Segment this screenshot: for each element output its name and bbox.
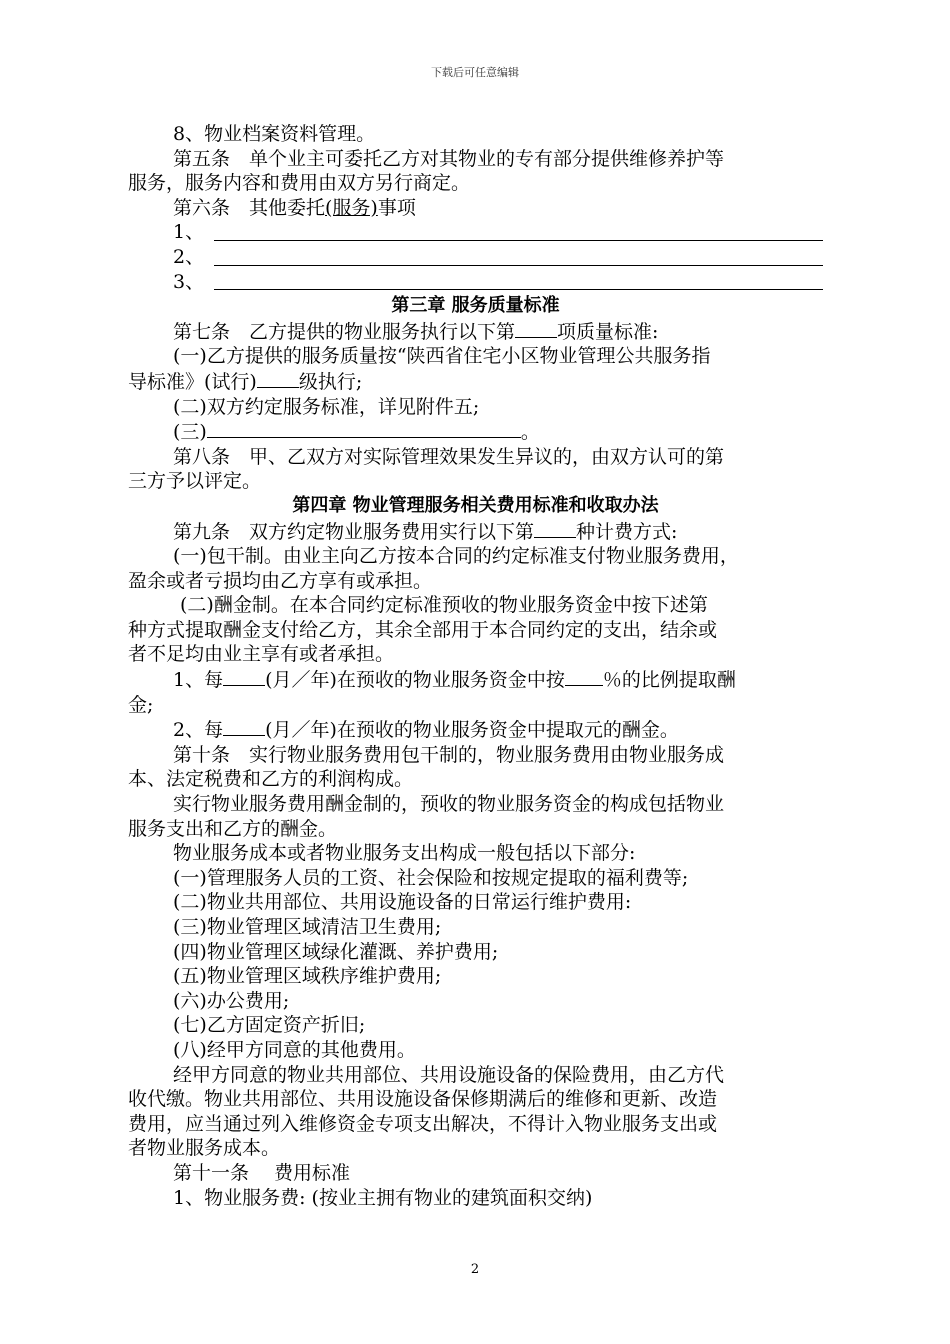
list-item: (四)物业管理区域绿化灌溉、养护费用; [173,940,499,963]
page-number: 2 [470,1262,480,1277]
paragraph: 盈余或者亏损均由乙方享有或承担。 [128,569,433,592]
article-10: 第十条 实行物业服务费用包干制的，物业服务费用由物业服务成 [173,743,725,766]
paragraph: 服务，服务内容和费用由双方另行商定。 [128,172,471,195]
fill-line-2: 2、 [128,245,823,270]
paragraph: 服务支出和乙方的酬金。 [128,817,338,840]
article-7: 第七条 乙方提供的物业服务执行以下第 项质量标准: [173,320,659,343]
paragraph: 三方予以评定。 [128,470,262,493]
list-item: (二)物业共用部位、共用设施设备的日常运行维护费用: [173,891,632,914]
article-9: 第九条 双方约定物业服务费用实行以下第 种计费方式: [173,520,678,543]
paragraph: (一)包干制。由业主向乙方按本合同的约定标准支付物业服务费用， [173,545,739,568]
list-item: (一)管理服务人员的工资、社会保险和按规定提取的福利费等; [173,866,689,889]
paragraph: 收代缴。物业共用部位、共用设施设备保修期满后的维修和更新、改造 [128,1088,718,1111]
document-body [128,122,823,1210]
page-header: 下载后可任意编辑 [431,66,519,79]
list-item: (六)办公费用; [173,989,290,1012]
article-11: 第十一条 费用标准 [173,1161,351,1184]
list-item: (八)经甲方同意的其他费用。 [173,1038,416,1061]
article-5: 第五条 单个业主可委托乙方对其物业的专有部分提供维修养护等 [173,147,725,170]
paragraph: 8、物业档案资料管理。 [173,123,376,145]
article-6: 第六条 其他委托(服务)事项 [173,196,416,219]
paragraph: 1、物业服务费: (按业主拥有物业的建筑面积交纳) [173,1186,593,1209]
paragraph: 者不足均由业主享有或者承担。 [128,643,395,666]
paragraph: 金; [128,693,154,716]
paragraph: 费用，应当通过列入维修资金专项支出解决，不得计入物业服务支出或 [128,1112,718,1135]
fill-line-3: 3、 [128,270,823,295]
paragraph: (二)酬金制。在本合同约定标准预收的物业服务资金中按下述第 [180,594,708,617]
chapter-3-heading: 第三章 服务质量标准 [391,295,560,317]
paragraph: (二)双方约定服务标准，详见附件五; [173,395,480,418]
list-item: (五)物业管理区域秩序维护费用; [173,965,442,988]
paragraph: 1、每 (月／年)在预收的物业服务资金中按 ％的比例提取酬 [173,669,736,692]
paragraph: 导标准》(试行) 级执行; [128,370,363,393]
paragraph: (三) 。 [173,421,540,444]
chapter-4-heading: 第四章 物业管理服务相关费用标准和收取办法 [292,494,659,516]
list-item: (七)乙方固定资产折旧; [173,1014,366,1037]
paragraph: 种方式提取酬金支付给乙方，其余全部用于本合同约定的支出，结余或 [128,618,718,641]
article-8: 第八条 甲、乙双方对实际管理效果发生异议的，由双方认可的第 [173,445,725,468]
paragraph: 物业服务成本或者物业服务支出构成一般包括以下部分: [173,842,636,865]
list-item: (三)物业管理区域清洁卫生费用; [173,916,442,938]
paragraph: 经甲方同意的物业共用部位、共用设施设备的保险费用，由乙方代 [173,1063,725,1086]
fill-line-1: 1、 [128,220,823,245]
paragraph: 本、法定税费和乙方的利润构成。 [128,768,414,791]
paragraph: 者物业服务成本。 [128,1137,281,1160]
paragraph: 实行物业服务费用酬金制的，预收的物业服务资金的构成包括物业 [173,793,725,816]
paragraph: 2、每 (月／年)在预收的物业服务资金中提取元的酬金。 [173,719,679,742]
paragraph: (一)乙方提供的服务质量按“陕西省住宅小区物业管理公共服务指 [173,345,711,368]
